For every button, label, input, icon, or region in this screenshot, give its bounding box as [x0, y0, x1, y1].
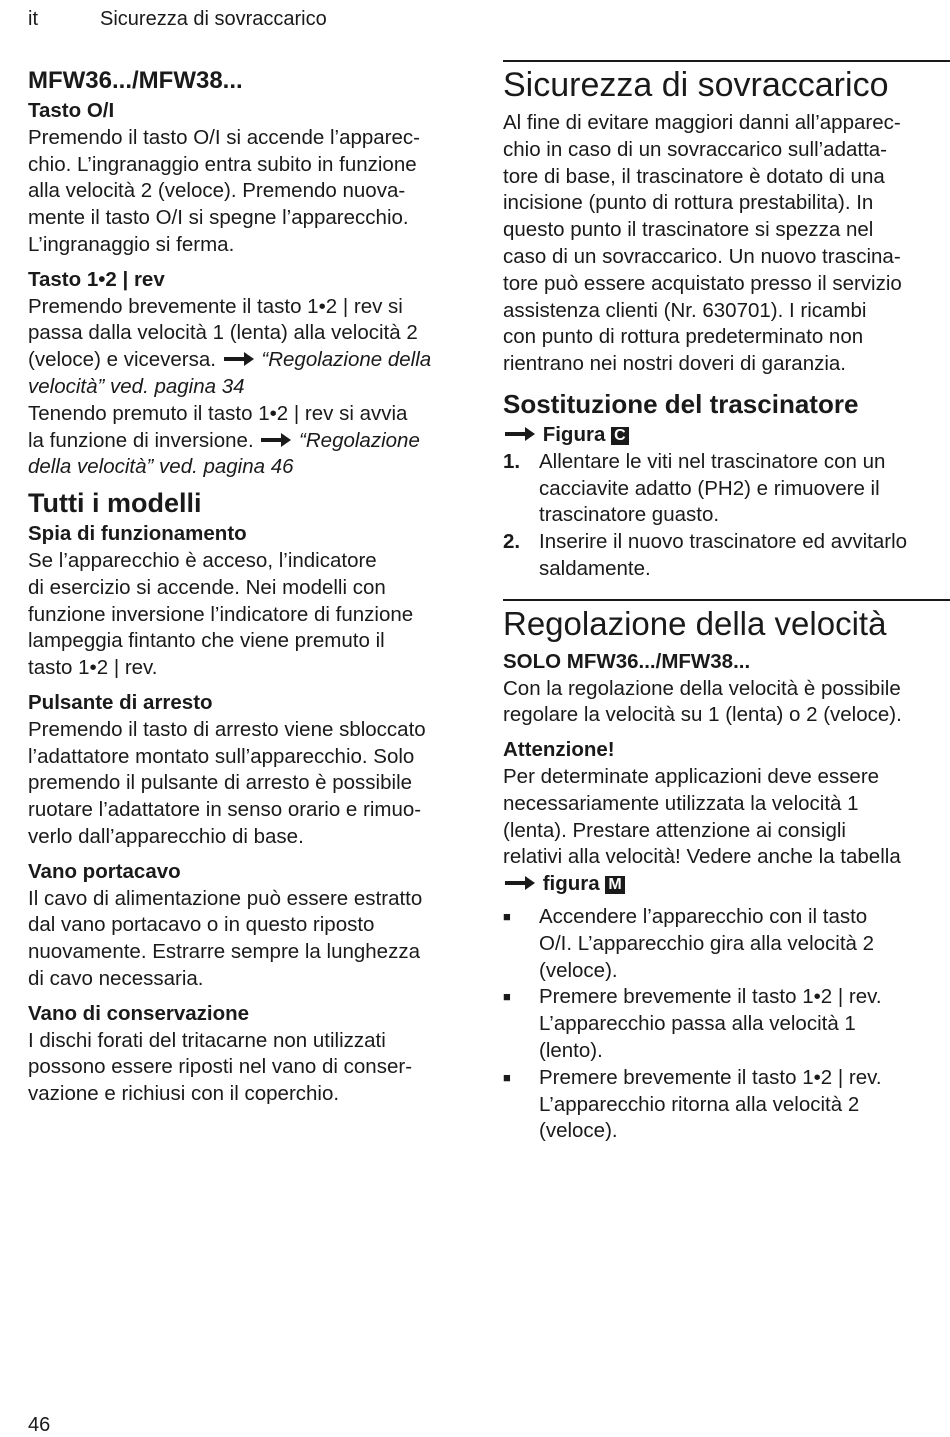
- cable-storage-heading: Vano portacavo: [28, 859, 181, 883]
- text-line: vazione e richiusi con il coperchio.: [28, 1082, 340, 1106]
- text-line: Se l’apparecchio è acceso, l’indicatore: [28, 548, 377, 572]
- bullet-item: [503, 1065, 950, 1145]
- bullet-item: [503, 984, 950, 1064]
- figure-letter-badge: M: [605, 876, 624, 894]
- section-divider: [503, 599, 950, 601]
- bullet-square-icon: ■: [503, 1069, 511, 1085]
- step-number: 2.: [503, 530, 521, 554]
- text-line: relativi alla velocità! Vedere anche la tabella: [503, 845, 901, 869]
- bullet-item: [503, 904, 950, 984]
- tasto-onoff-heading: Tasto O/I: [28, 99, 115, 122]
- text-line: Al fine di evitare maggiori danni all’apparec-: [503, 111, 901, 134]
- model-heading: MFW36.../MFW38...: [28, 67, 243, 94]
- cross-reference-link[interactable]: della velocità” ved. pagina 46: [28, 455, 294, 479]
- text-line: con punto di rottura predeterminato non: [503, 325, 864, 349]
- cross-reference-link[interactable]: velocità” ved. pagina 34: [28, 374, 245, 398]
- text-line: [28, 428, 478, 455]
- bullet-line: (veloce).: [539, 1119, 618, 1143]
- header-title: Sicurezza di sovraccarico: [100, 8, 327, 30]
- text-line: mente il tasto O/I si spegne l’apparecchio.: [28, 206, 409, 230]
- step-line: saldamente.: [539, 556, 651, 580]
- figure-reference[interactable]: [503, 422, 950, 449]
- bullet-line: Accendere l’apparecchio con il tasto: [539, 904, 868, 928]
- step-line: trascinatore guasto.: [539, 503, 720, 527]
- bullet-line: Premere brevemente il tasto 1•2 | rev.: [539, 985, 882, 1009]
- text-line: possono essere riposti nel vano di conser-: [28, 1055, 413, 1079]
- section-divider: [503, 60, 950, 62]
- figure-reference[interactable]: [503, 871, 950, 898]
- text-line: Il cavo di alimentazione può essere estratto: [28, 886, 423, 910]
- arrow-right-icon: [503, 875, 537, 891]
- figure-label: Figura: [542, 422, 606, 446]
- text-line: l’adattatore montato sull’apparecchio. Solo: [28, 744, 415, 768]
- text-line: incisione (punto di rottura prestabilita). In: [503, 191, 874, 215]
- attention-heading: Attenzione!: [503, 738, 615, 762]
- text-line: chio. L’ingranaggio entra subito in funzione: [28, 152, 417, 176]
- text-line: caso di un sovraccarico. Un nuovo trascina-: [503, 244, 901, 268]
- text-line: nuovamente. Estrarre sempre la lunghezza: [28, 940, 420, 964]
- page-number: 46: [28, 1414, 51, 1436]
- text-line: alla velocità 2 (veloce). Premendo nuova-: [28, 179, 406, 203]
- step-item: [503, 449, 950, 529]
- step-number: 1.: [503, 449, 521, 473]
- speed-control-heading: Regolazione della velocità: [503, 604, 887, 642]
- bullet-line: (veloce).: [539, 958, 618, 982]
- text-line: questo punto il trascinatore si spezza nel: [503, 218, 874, 242]
- bullet-line: O/I. L’apparecchio gira alla velocità 2: [539, 931, 875, 955]
- cross-reference-link[interactable]: “Regolazione della: [261, 348, 432, 372]
- bullet-line: L’apparecchio passa alla velocità 1: [539, 1012, 856, 1036]
- step-line: Allentare le viti nel trascinatore con un: [539, 449, 886, 473]
- text-line: [28, 347, 478, 374]
- replace-driver-heading: Sostituzione del trascinatore: [503, 388, 859, 419]
- text-line: funzione inversione l’indicatore di funzione: [28, 602, 414, 626]
- bullet-square-icon: ■: [503, 908, 511, 924]
- text-line: Premendo brevemente il tasto 1•2 | rev si: [28, 294, 403, 318]
- text-line: tasto 1•2 | rev.: [28, 656, 158, 680]
- all-models-heading: Tutti i modelli: [28, 488, 202, 519]
- text-line: Premendo il tasto O/I si accende l’apparec-: [28, 125, 420, 149]
- step-line: Inserire il nuovo trascinatore ed avvitarlo: [539, 530, 908, 554]
- step-item: [503, 529, 950, 583]
- text-line: ruotare l’adattatore in senso orario e rimuo-: [28, 798, 422, 822]
- tasto-speed-heading: Tasto 1•2 | rev: [28, 267, 165, 291]
- text-line: di esercizio si accende. Nei modelli con: [28, 575, 386, 599]
- text-line: tore può essere acquistato presso il servizio: [503, 271, 902, 295]
- bullet-square-icon: ■: [503, 989, 511, 1005]
- model-restriction-heading: SOLO MFW36.../MFW38...: [503, 649, 751, 673]
- text-line: passa dalla velocità 1 (lenta) alla velocità 2: [28, 321, 418, 345]
- text-line: necessariamente utilizzata la velocità 1: [503, 791, 859, 815]
- figure-label: figura: [542, 872, 600, 896]
- bullet-line: Premere brevemente il tasto 1•2 | rev.: [539, 1065, 882, 1089]
- arrow-right-icon: [503, 426, 537, 442]
- figure-letter-badge: C: [611, 427, 629, 445]
- text-line: regolare la velocità su 1 (lenta) o 2 (veloce).: [503, 703, 902, 727]
- text-fragment: (veloce) e viceversa.: [28, 348, 216, 372]
- right-column: [503, 60, 950, 1145]
- text-line: I dischi forati del tritacarne non utilizzati: [28, 1028, 386, 1052]
- text-line: rientrano nei nostri doveri di garanzia.: [503, 352, 846, 376]
- text-line: (lenta). Prestare attenzione ai consigli: [503, 818, 846, 842]
- text-line: dal vano portacavo o in questo riposto: [28, 913, 375, 937]
- text-line: chio in caso di un sovraccarico sull’adatta-: [503, 137, 887, 161]
- text-line: Tenendo premuto il tasto 1•2 | rev si avvia: [28, 401, 408, 425]
- bullet-line: L’apparecchio ritorna alla velocità 2: [539, 1092, 860, 1116]
- overload-safety-heading: Sicurezza di sovraccarico: [503, 66, 889, 104]
- text-line: Per determinate applicazioni deve essere: [503, 764, 880, 788]
- cross-reference-link[interactable]: “Regolazione: [299, 428, 420, 452]
- arrow-right-icon: [222, 351, 256, 367]
- text-line: assistenza clienti (Nr. 630701). I ricambi: [503, 298, 867, 322]
- bullet-line: (lento).: [539, 1038, 603, 1062]
- text-line: premendo il pulsante di arresto è possibile: [28, 771, 413, 795]
- indicator-heading: Spia di funzionamento: [28, 522, 247, 546]
- text-line: di cavo necessaria.: [28, 966, 204, 990]
- storage-compartment-heading: Vano di conservazione: [28, 1001, 250, 1025]
- text-line: Premendo il tasto di arresto viene sbloccato: [28, 717, 426, 741]
- text-line: L’ingranaggio si ferma.: [28, 232, 235, 256]
- text-line: tore di base, il trascinatore è dotato di una: [503, 164, 885, 188]
- language-code: it: [28, 8, 38, 30]
- text-line: Con la regolazione della velocità è possibile: [503, 676, 901, 700]
- text-line: verlo dall’apparecchio di base.: [28, 824, 304, 848]
- text-line: lampeggia fintanto che viene premuto il: [28, 629, 385, 653]
- left-column: [28, 66, 478, 1108]
- step-line: cacciavite adatto (PH2) e rimuovere il: [539, 476, 880, 500]
- release-button-heading: Pulsante di arresto: [28, 690, 213, 714]
- text-fragment: la funzione di inversione.: [28, 428, 254, 452]
- arrow-right-icon: [259, 432, 293, 448]
